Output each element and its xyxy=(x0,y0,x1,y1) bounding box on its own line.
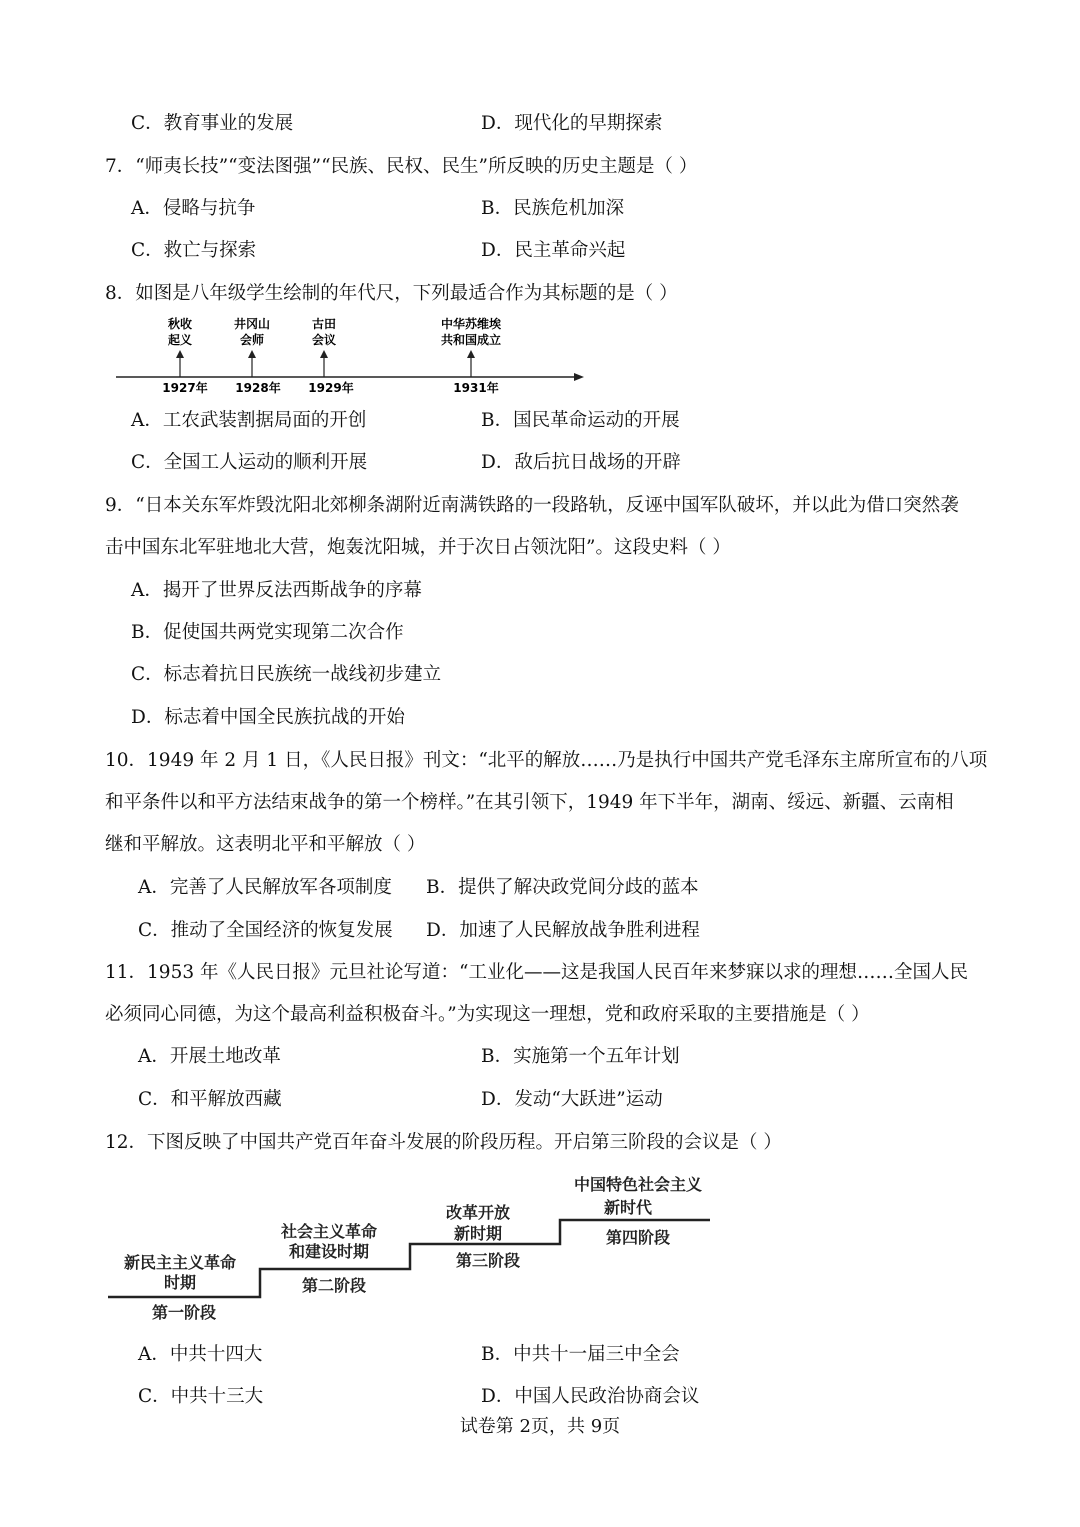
q8-option-a: A．工农武装割据局面的开创 xyxy=(131,410,367,431)
q12-stem: 12．下图反映了中国共产党百年奋斗发展的阶段历程。开启第三阶段的会议是（ ） xyxy=(105,1132,782,1153)
stage1-label: 第一阶段 xyxy=(151,1303,217,1322)
timeline-event-4-line1: 中华苏维埃 xyxy=(440,317,502,331)
stage3-title-line1: 改革开放 xyxy=(445,1203,511,1222)
timeline-event-3-year: 1929年 xyxy=(308,381,354,395)
q10-stem-line3: 继和平解放。这表明北平和平解放（ ） xyxy=(105,834,426,855)
q10-stem-line2: 和平条件以和平方法结束战争的第一个榜样。”在其引领下，1949 年下半年，湖南、绥远、新疆、云南相 xyxy=(105,792,954,813)
timeline-up-arrow-icon xyxy=(467,350,475,358)
timeline-event-2-year: 1928年 xyxy=(235,381,281,395)
q11-stem-line1: 11．1953 年《人民日报》元旦社论写道：“工业化——这是我国人民百年来梦寐以求的理想……全国人民 xyxy=(105,962,968,983)
q11-option-b: B．实施第一个五年计划 xyxy=(481,1046,680,1067)
stage2-title-line2: 和建设时期 xyxy=(288,1242,370,1261)
timeline-event-2-line2: 会师 xyxy=(239,333,265,347)
q6-option-c: C．教育事业的发展 xyxy=(131,113,294,134)
timeline-event-3-line1: 古田 xyxy=(311,317,337,331)
q9-option-b: B．促使国共两党实现第二次合作 xyxy=(131,622,404,643)
timeline-event-3 xyxy=(308,316,353,395)
q12-stage-diagram xyxy=(100,1165,720,1330)
q11-stem-line2: 必须同心同德，为这个最高利益积极奋斗。”为实现这一理想，党和政府采取的主要措施是（ ） xyxy=(105,1004,870,1025)
stage1-title-line1: 新民主主义革命 xyxy=(123,1253,237,1272)
timeline-event-1 xyxy=(162,316,207,395)
q11-option-a: A．开展土地改革 xyxy=(138,1046,281,1067)
timeline-event-4-year: 1931年 xyxy=(453,381,499,395)
stage1-title-line2: 时期 xyxy=(163,1273,197,1292)
q8-option-c: C．全国工人运动的顺利开展 xyxy=(131,452,368,473)
q7-option-c: C．救亡与探索 xyxy=(131,240,257,261)
q7-option-b: B．民族危机加深 xyxy=(481,198,625,219)
q10-option-c: C．推动了全国经济的恢复发展 xyxy=(138,920,393,941)
stage4-title-line1: 中国特色社会主义 xyxy=(573,1175,703,1194)
stage3-title-line2: 新时期 xyxy=(453,1224,503,1243)
q11-option-c: C．和平解放西藏 xyxy=(138,1089,282,1110)
stage2-title-line1: 社会主义革命 xyxy=(280,1222,378,1241)
q9-stem-line2: 击中国东北军驻地北大营，炮轰沈阳城，并于次日占领沈阳”。这段史料（ ） xyxy=(105,537,731,558)
stage4-title-line2: 新时代 xyxy=(603,1198,653,1217)
q12-option-a: A．中共十四大 xyxy=(138,1344,263,1365)
q10-option-a: A．完善了人民解放军各项制度 xyxy=(138,877,392,898)
timeline-up-arrow-icon xyxy=(248,350,256,358)
q9-option-c: C．标志着抗日民族统一战线初步建立 xyxy=(131,664,442,685)
q7-stem: 7．“师夷长技”“变法图强”“民族、民权、民生”所反映的历史主题是（ ） xyxy=(105,156,698,177)
q12-option-b: B．中共十一届三中全会 xyxy=(481,1344,680,1365)
timeline-event-1-line2: 起义 xyxy=(167,333,193,347)
timeline-event-1-line1: 秋收 xyxy=(167,317,193,331)
timeline-event-2-line1: 井冈山 xyxy=(233,317,271,331)
timeline-up-arrow-icon xyxy=(176,350,184,358)
q8-option-d: D．敌后抗日战场的开辟 xyxy=(481,452,681,473)
q12-option-c: C．中共十三大 xyxy=(138,1386,264,1407)
q10-option-d: D．加速了人民解放战争胜利进程 xyxy=(426,920,700,941)
timeline-event-1-year: 1927年 xyxy=(162,381,208,395)
q8-stem: 8．如图是八年级学生绘制的年代尺，下列最适合作为其标题的是（ ） xyxy=(105,283,678,304)
q10-option-b: B．提供了解决政党间分歧的蓝本 xyxy=(426,877,699,898)
timeline-event-4-line2: 共和国成立 xyxy=(440,333,502,347)
q7-option-a: A．侵略与抗争 xyxy=(131,198,256,219)
timeline-event-3-line2: 会议 xyxy=(311,333,337,347)
q11-option-d: D．发动“大跃进”运动 xyxy=(481,1089,663,1110)
timeline-arrow-icon xyxy=(574,373,584,381)
q9-option-a: A．揭开了世界反法西斯战争的序幕 xyxy=(131,580,422,601)
timeline-event-2 xyxy=(234,316,281,395)
q9-option-d: D．标志着中国全民族抗战的开始 xyxy=(131,707,405,728)
q8-option-b: B．国民革命运动的开展 xyxy=(481,410,680,431)
stage4-label: 第四阶段 xyxy=(605,1228,671,1247)
stage3-label: 第三阶段 xyxy=(455,1251,521,1270)
timeline-up-arrow-icon xyxy=(320,350,328,358)
stage2-label: 第二阶段 xyxy=(301,1276,367,1295)
page-footer: 试卷第 2页，共 9页 xyxy=(459,1416,621,1437)
q9-stem-line1: 9．“日本关东军炸毁沈阳北郊柳条湖附近南满铁路的一段路轨，反诬中国军队破坏，并以此为借口突然袭 xyxy=(105,495,959,516)
q7-option-d: D．民主革命兴起 xyxy=(481,240,626,261)
q8-timeline xyxy=(110,312,590,398)
q6-option-d: D．现代化的早期探索 xyxy=(481,113,663,134)
timeline-event-4 xyxy=(441,316,502,395)
q10-stem-line1: 10．1949 年 2 月 1 日，《人民日报》刊文：“北平的解放……乃是执行中国共产党毛泽东主席所宣布的八项 xyxy=(105,750,988,771)
q12-option-d: D．中国人民政治协商会议 xyxy=(481,1386,700,1407)
